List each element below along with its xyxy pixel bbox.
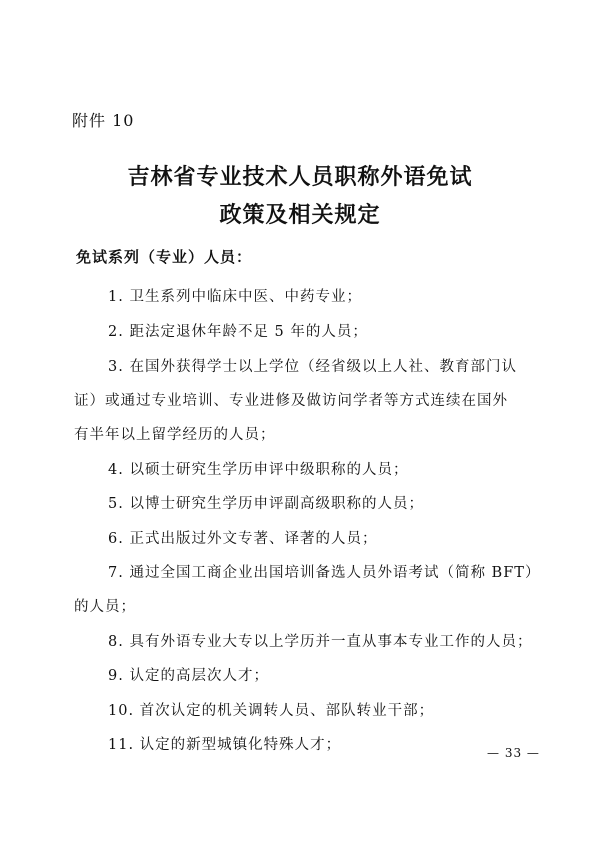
list-item-3-line-2: 证）或通过专业培训、专业进修及做访问学者等方式连续在国外 — [74, 393, 508, 409]
list-item-3-line-3: 有半年以上留学经历的人员； — [74, 427, 276, 443]
list-item-6: 6. 正式出版过外文专著、译著的人员； — [108, 531, 378, 547]
list-item-2: 2. 距法定退休年龄不足 5 年的人员； — [108, 324, 368, 340]
list-item-8: 8. 具有外语专业大专以上学历并一直从事本专业工作的人员； — [108, 634, 533, 650]
attachment-label: 附件 10 — [72, 111, 135, 130]
list-item-10: 10. 首次认定的机关调转人员、部队转业干部； — [108, 703, 435, 719]
list-item-11: 11. 认定的新型城镇化特殊人才； — [108, 737, 342, 753]
list-item-7-line-1: 7. 通过全国工商企业出国培训备选人员外语考试（简称 BFT） — [108, 565, 541, 581]
list-item-7-line-2: 的人员； — [74, 599, 136, 615]
page-number: — 33 — — [487, 746, 540, 760]
document-title-line-1: 吉林省专业技术人员职称外语免试 — [127, 164, 473, 190]
list-item-3-line-1: 3. 在国外获得学士以上学位（经省级以上人社、教育部门认 — [108, 359, 517, 375]
list-item-5: 5. 以博士研究生学历申评副高级职称的人员； — [108, 496, 424, 512]
list-item-1: 1. 卫生系列中临床中医、中药专业； — [108, 289, 362, 305]
list-item-9: 9. 认定的高层次人才； — [108, 668, 269, 684]
section-heading: 免试系列（专业）人员： — [76, 248, 253, 266]
document-title-line-2: 政策及相关规定 — [219, 202, 381, 228]
list-item-4: 4. 以硕士研究生学历申评中级职称的人员； — [108, 462, 409, 478]
